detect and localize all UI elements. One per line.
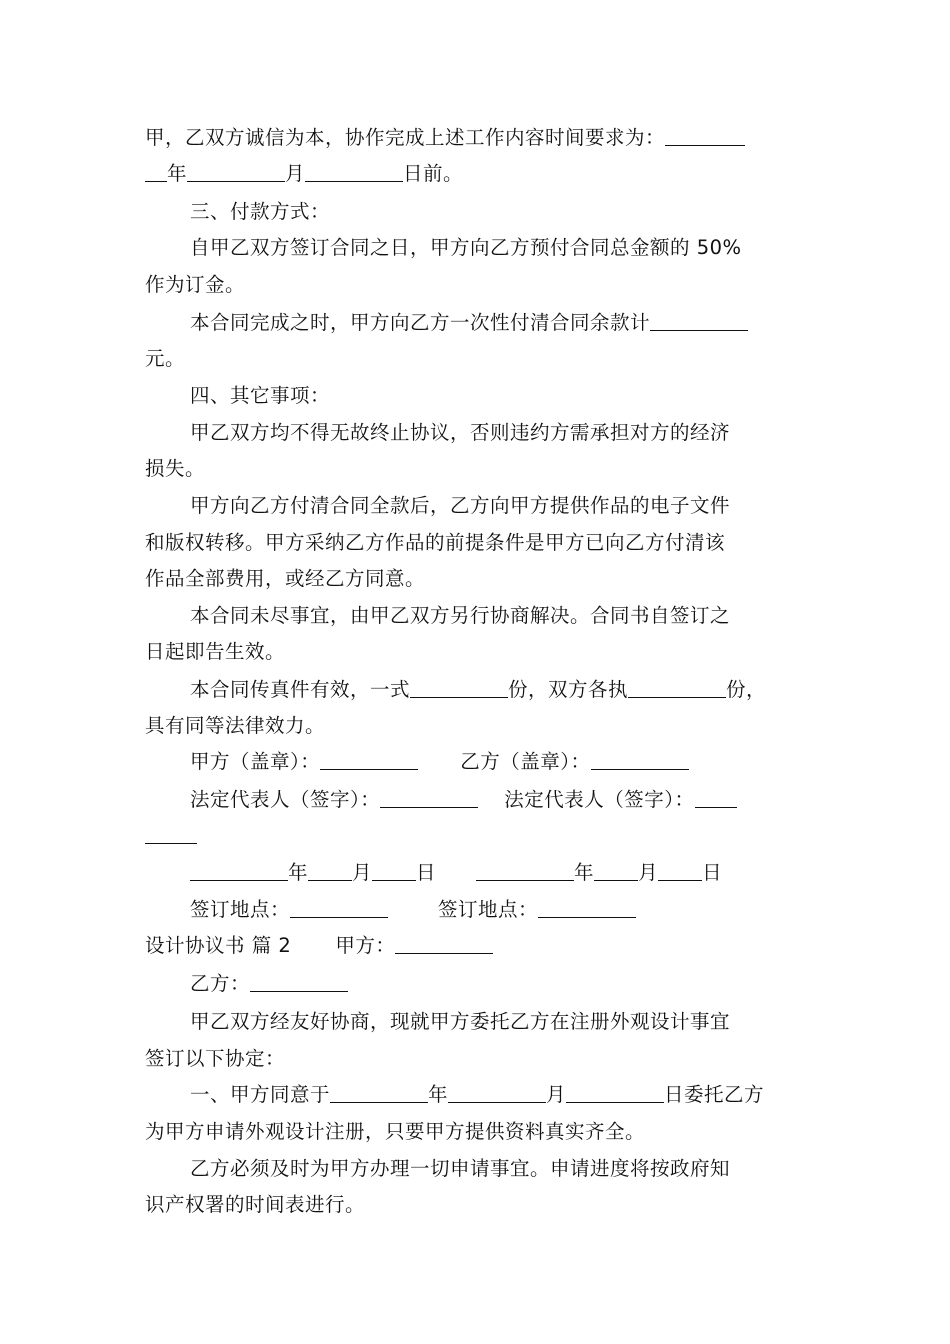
blank-field [566,1078,664,1103]
blank-field [448,1078,546,1103]
blank-field [190,856,288,881]
text: 份，双方各执 [508,678,629,701]
blank-field [650,306,748,331]
text: 乙方： [190,972,251,995]
blank-field [658,856,702,881]
blank-field [591,745,689,770]
text: 日前。 [403,162,464,185]
text: 签订地点： [190,898,291,921]
blank-field [476,856,574,881]
paragraph-line: 具有同等法律效力。 [145,714,326,737]
text: 签订地点： [438,898,539,921]
blank-field [145,157,167,182]
blank-field [145,819,197,844]
section-heading: 四、其它事项： [190,384,331,407]
paragraph-line [190,1077,764,1113]
paragraph-line [190,966,348,1002]
blank-field [290,893,388,918]
text: 日 [702,861,723,884]
paragraph-line: 识产权署的时间表进行。 [145,1193,366,1216]
blank-field [538,893,636,918]
paragraph-line: 和版权转移。甲方采纳乙方作品的前提条件是甲方已向乙方付清该 [145,531,726,554]
text: 法定代表人（签字）： [504,788,695,811]
signature-line-seal [190,744,689,780]
paragraph-line [190,672,766,708]
paragraph-line: 为甲方申请外观设计注册，只要甲方提供资料真实齐全。 [145,1120,646,1143]
text: 日 [416,861,437,884]
text: 月 [638,861,659,884]
paragraph-line [145,156,463,192]
text: 日委托乙方 [664,1083,765,1106]
text: 月 [546,1083,567,1106]
blank-field [250,967,348,992]
blank-field [330,1078,428,1103]
blank-field [665,121,745,146]
text: 年 [167,162,188,185]
blank-field [372,856,416,881]
blank-field [594,856,638,881]
text: 甲，乙双方诚信为本，协作完成上述工作内容时间要求为： [145,126,666,149]
blank-field [410,673,508,698]
paragraph-line: 乙方必须及时为甲方办理一切申请事宜。申请进度将按政府知 [190,1157,731,1180]
paragraph-line: 作为订金。 [145,273,246,296]
signature-line-rep [190,782,737,818]
paragraph-line: 甲乙双方均不得无故终止协议，否则违约方需承担对方的经济 [190,421,731,444]
blank-field [395,929,493,954]
text: 月 [352,861,373,884]
blank-field [695,783,737,808]
text: 份， [726,678,767,701]
blank-field [320,745,418,770]
section-title: 设计协议书 篇 2 [145,934,292,957]
section-title-line [145,928,493,964]
signature-place-line [190,892,636,928]
text: 法定代表人（签字）： [190,788,381,811]
text: 年 [428,1083,449,1106]
blank-field [380,783,478,808]
blank-field [305,157,403,182]
paragraph-line [145,818,197,854]
paragraph-line: 作品全部费用，或经乙方同意。 [145,567,426,590]
text: 甲方（盖章）： [190,750,321,773]
text: 乙方（盖章）： [460,750,591,773]
paragraph-line: 自甲乙双方签订合同之日，甲方向乙方预付合同总金额的 50% [190,236,742,259]
blank-field [308,856,352,881]
paragraph-line: 本合同未尽事宜，由甲乙双方另行协商解决。合同书自签订之 [190,604,731,627]
text: 本合同完成之时，甲方向乙方一次性付清合同余款计 [190,311,651,334]
paragraph-line: 签订以下协定： [145,1047,286,1070]
paragraph-line: 甲方向乙方付清合同全款后，乙方向甲方提供作品的电子文件 [190,494,731,517]
signature-date-line [190,855,722,891]
blank-field [628,673,726,698]
blank-field [187,157,285,182]
paragraph-line: 元。 [145,347,186,370]
section-heading: 三、付款方式： [190,200,331,223]
paragraph-line: 甲乙双方经友好协商，现就甲方委托乙方在注册外观设计事宜 [190,1010,731,1033]
text: 年 [574,861,595,884]
text: 月 [285,162,306,185]
paragraph-line: 日起即告生效。 [145,640,286,663]
paragraph-line: 损失。 [145,457,206,480]
text: 甲方： [335,934,396,957]
text: 年 [288,861,309,884]
paragraph-line [190,305,748,341]
paragraph-line [145,120,745,156]
text: 本合同传真件有效，一式 [190,678,411,701]
text: 一、甲方同意于 [190,1083,331,1106]
